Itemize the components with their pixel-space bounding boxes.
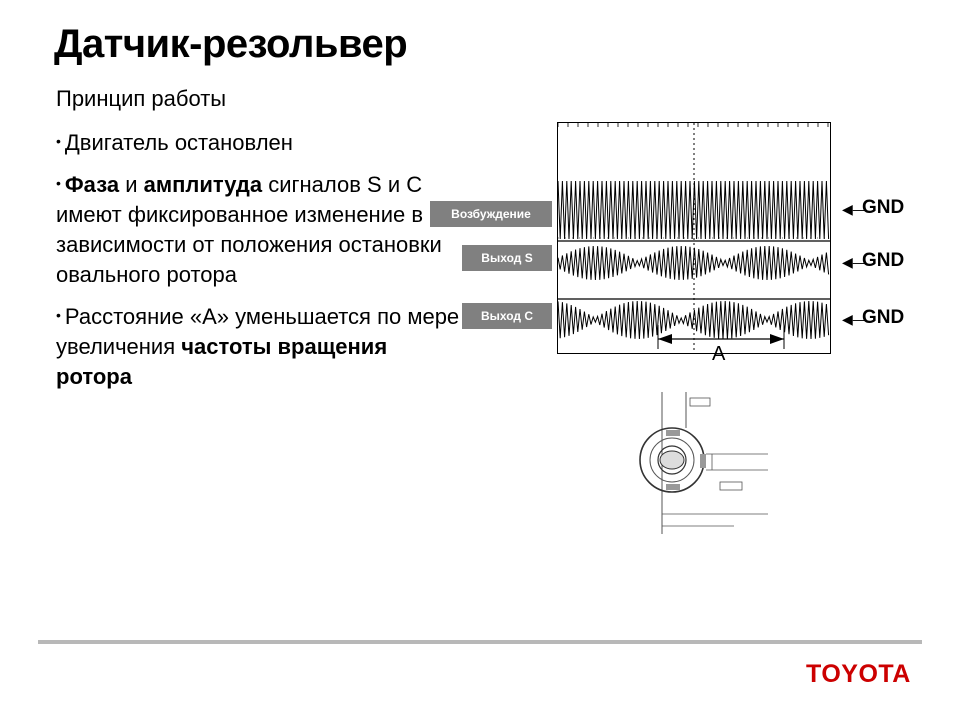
arrow-left-icon: ◀—	[842, 311, 867, 327]
trace-output-c	[558, 301, 829, 339]
footer-divider	[38, 640, 922, 644]
gnd-label-output-s: GND	[862, 250, 905, 271]
bullet-phase-amplitude	[56, 168, 466, 290]
gnd-label-output-c: GND	[862, 307, 905, 328]
bullet-bold-phase: Фаза	[64, 172, 120, 197]
bullet-dot-icon: •	[56, 307, 61, 323]
arrow-right-icon	[770, 334, 784, 344]
page-subtitle: Принцип работы	[56, 86, 227, 111]
toyota-logo: TOYOTA	[806, 660, 911, 688]
page-title: Датчик-резольвер	[54, 22, 408, 66]
bullet-bold-amplitude: амплитуда	[143, 172, 263, 197]
gnd-label-excitation: GND	[862, 197, 905, 218]
bullet-dot-icon: •	[56, 133, 61, 149]
tag-excitation: Возбуждение	[430, 201, 552, 227]
bullet-text: Двигатель остановлен	[64, 130, 293, 155]
bullet-text: Расстояние «А» уменьшается по мере увеличения	[56, 304, 460, 359]
bullet-bold-frequency: частоты вращения ротора	[56, 334, 388, 389]
bullet-distance	[56, 300, 466, 392]
arrow-left-icon: ◀—	[842, 254, 867, 270]
tag-output-c: Выход C	[462, 303, 552, 329]
trace-excitation	[558, 181, 829, 239]
resolver-diagram	[634, 384, 768, 534]
arrow-left-icon	[658, 334, 672, 344]
arrow-left-icon: ◀—	[842, 201, 867, 217]
distance-a-label: A	[712, 343, 726, 365]
bullet-dot-icon: •	[56, 175, 61, 191]
trace-output-s	[558, 246, 829, 280]
bullet-text: сигналов S и С имеют фиксированное изменение в зависимости от положения остановки овального ротора	[56, 172, 442, 287]
bullet-list	[56, 126, 466, 402]
bullet-motor-stopped	[56, 126, 466, 158]
oscilloscope-screen	[557, 122, 831, 354]
oscilloscope-waveforms	[558, 123, 830, 353]
bullet-text: и	[119, 172, 144, 197]
tag-output-s: Выход S	[462, 245, 552, 271]
